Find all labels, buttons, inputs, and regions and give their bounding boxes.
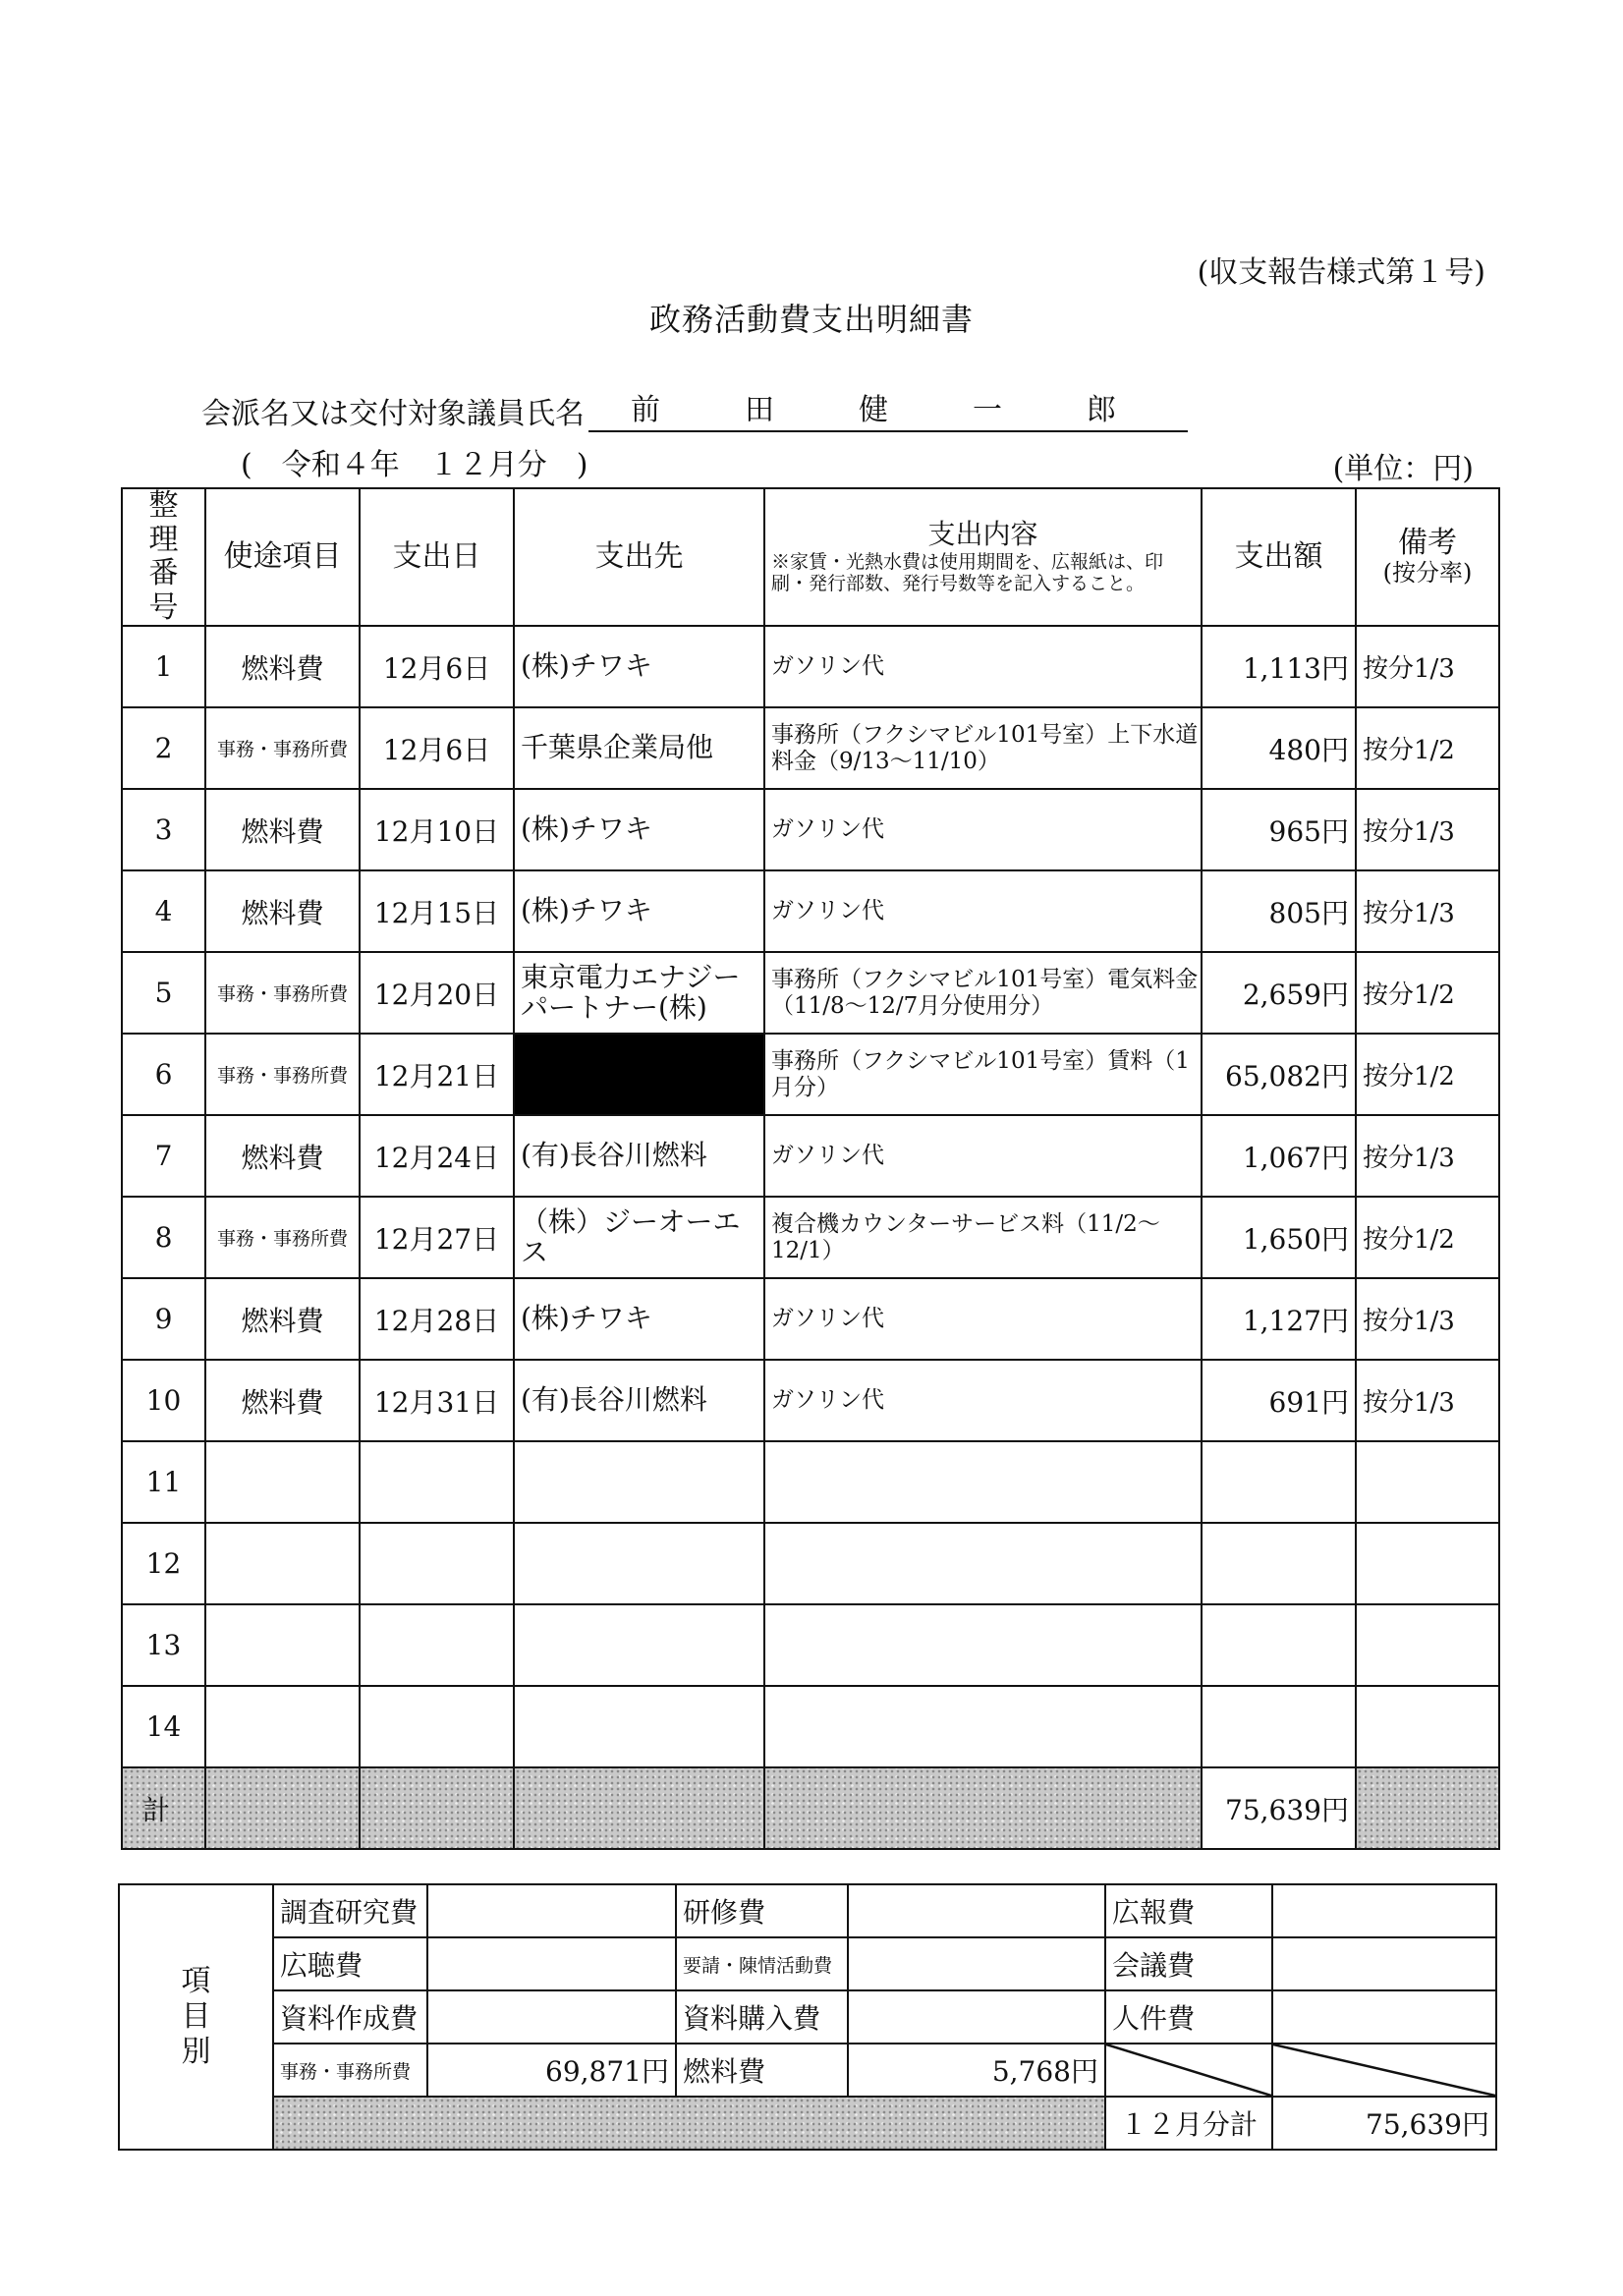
cell-remarks: 按分1/2 — [1356, 952, 1499, 1034]
cell-purpose — [205, 1441, 360, 1523]
period: ( 令和４年 １２月分 ) — [241, 448, 588, 482]
cell-date — [360, 1441, 514, 1523]
table-row — [122, 1441, 1499, 1523]
cell-content: 複合機カウンターサービス料（11/2～12/1） — [764, 1197, 1202, 1278]
cell-purpose: 燃料費 — [205, 870, 360, 952]
shaded-cell — [273, 2097, 1105, 2150]
cell-content: ガソリン代 — [764, 1278, 1202, 1360]
summary-row — [119, 2044, 1496, 2097]
cell-no: 11 — [122, 1441, 205, 1523]
cell-amount: 1,113円 — [1202, 626, 1356, 707]
cell-no: 14 — [122, 1686, 205, 1767]
cell-amount — [1202, 1686, 1356, 1767]
member-name-char: 郎 — [1087, 393, 1116, 427]
cell-purpose: 燃料費 — [205, 789, 360, 870]
cell-remarks: 按分1/3 — [1356, 626, 1499, 707]
office-value: 69,871円 — [427, 2044, 676, 2097]
training-label: 研修費 — [676, 1884, 848, 1937]
shaded-cell — [205, 1767, 360, 1849]
cell-amount — [1202, 1523, 1356, 1604]
col-header-content — [764, 488, 1202, 626]
cell-purpose — [205, 1686, 360, 1767]
cell-payee: (株)チワキ — [514, 870, 764, 952]
cell-payee: 東京電力エナジーパートナー(株) — [514, 952, 764, 1034]
col-header-remarks — [1356, 488, 1499, 626]
table-row — [122, 870, 1499, 952]
cell-purpose: 事務・事務所費 — [205, 952, 360, 1034]
cell-remarks — [1356, 1523, 1499, 1604]
cell-payee: (株)チワキ — [514, 1278, 764, 1360]
cell-purpose: 燃料費 — [205, 1278, 360, 1360]
hearing-value — [427, 1937, 676, 1990]
table-row — [122, 1115, 1499, 1197]
cell-remarks — [1356, 1441, 1499, 1523]
cell-content: 事務所（フクシマビル101号室）賃料（1月分） — [764, 1034, 1202, 1115]
col-header-content-label: 支出内容 — [927, 518, 1038, 551]
cell-no: 5 — [122, 952, 205, 1034]
member-name-char: 前 — [631, 393, 660, 427]
shaded-cell — [514, 1767, 764, 1849]
cell-remarks — [1356, 1686, 1499, 1767]
summary-row — [119, 1990, 1496, 2044]
member-name-char: 一 — [973, 393, 1002, 427]
cell-content: 事務所（フクシマビル101号室）電気料金（11/8～12/7月分使用分） — [764, 952, 1202, 1034]
cell-purpose — [205, 1604, 360, 1686]
cell-date: 12月24日 — [360, 1115, 514, 1197]
shaded-cell — [360, 1767, 514, 1849]
side-char: 別 — [181, 2035, 211, 2069]
cell-content — [764, 1441, 1202, 1523]
cell-no: 3 — [122, 789, 205, 870]
col-header-no: 整理番号 — [122, 488, 205, 626]
col-header-payee: 支出先 — [514, 488, 764, 626]
cell-date — [360, 1604, 514, 1686]
meeting-value — [1272, 1937, 1496, 1990]
table-row — [122, 1604, 1499, 1686]
cell-amount: 480円 — [1202, 707, 1356, 789]
cell-content: ガソリン代 — [764, 1115, 1202, 1197]
shaded-cell — [764, 1767, 1202, 1849]
total-label: 計 — [122, 1767, 205, 1849]
member-name-char: 健 — [859, 393, 888, 427]
cell-payee — [514, 1604, 764, 1686]
col-header-remarks-sub: (按分率) — [1382, 559, 1473, 588]
materials-making-value — [427, 1990, 676, 2044]
cell-date: 12月31日 — [360, 1360, 514, 1441]
cell-date: 12月6日 — [360, 626, 514, 707]
cell-content — [764, 1686, 1202, 1767]
col-header-remarks-label: 備考 — [1398, 525, 1457, 560]
personnel-label: 人件費 — [1105, 1990, 1272, 2044]
cell-purpose: 燃料費 — [205, 1360, 360, 1441]
cell-remarks: 按分1/3 — [1356, 1278, 1499, 1360]
form-number: (収支報告様式第１号) — [1197, 255, 1485, 290]
cell-content — [764, 1604, 1202, 1686]
cell-no: 7 — [122, 1115, 205, 1197]
cell-amount: 65,082円 — [1202, 1034, 1356, 1115]
cell-payee — [514, 1686, 764, 1767]
table-row — [122, 1360, 1499, 1441]
cell-date: 12月20日 — [360, 952, 514, 1034]
cell-payee: 千葉県企業局他 — [514, 707, 764, 789]
table-row — [122, 626, 1499, 707]
materials-purchase-value — [848, 1990, 1105, 2044]
meeting-label: 会議費 — [1105, 1937, 1272, 1990]
cell-date: 12月28日 — [360, 1278, 514, 1360]
cell-content: ガソリン代 — [764, 870, 1202, 952]
cell-remarks: 按分1/2 — [1356, 1034, 1499, 1115]
cell-amount: 1,067円 — [1202, 1115, 1356, 1197]
month-total-value: 75,639円 — [1272, 2097, 1496, 2150]
cell-payee: (株)チワキ — [514, 626, 764, 707]
table-row — [122, 1034, 1499, 1115]
cell-amount: 2,659円 — [1202, 952, 1356, 1034]
training-value — [848, 1884, 1105, 1937]
col-header-content-note: ※家賃・光熱水費は使用期間を、広報紙は、印刷・発行部数、発行号数等を記入すること。 — [771, 551, 1164, 595]
cell-purpose: 事務・事務所費 — [205, 1197, 360, 1278]
petition-label: 要請・陳情活動費 — [676, 1937, 848, 1990]
table-header-row — [122, 488, 1499, 626]
cell-payee — [514, 1523, 764, 1604]
cell-amount: 805円 — [1202, 870, 1356, 952]
cell-remarks: 按分1/3 — [1356, 1360, 1499, 1441]
cell-content: ガソリン代 — [764, 626, 1202, 707]
cell-no: 9 — [122, 1278, 205, 1360]
summary-row — [119, 1884, 1496, 1937]
cell-purpose: 事務・事務所費 — [205, 707, 360, 789]
materials-purchase-label: 資料購入費 — [676, 1990, 848, 2044]
petition-value — [848, 1937, 1105, 1990]
cell-payee: (有)長谷川燃料 — [514, 1360, 764, 1441]
cell-no: 12 — [122, 1523, 205, 1604]
table-row — [122, 1686, 1499, 1767]
research-value — [427, 1884, 676, 1937]
table-row — [122, 789, 1499, 870]
cell-date: 12月27日 — [360, 1197, 514, 1278]
cell-remarks: 按分1/3 — [1356, 870, 1499, 952]
side-char: 目 — [181, 1999, 211, 2034]
cell-remarks: 按分1/3 — [1356, 789, 1499, 870]
office-label: 事務・事務所費 — [273, 2044, 427, 2097]
cell-date: 12月6日 — [360, 707, 514, 789]
cell-purpose: 燃料費 — [205, 1115, 360, 1197]
cell-purpose: 燃料費 — [205, 626, 360, 707]
cell-content: ガソリン代 — [764, 789, 1202, 870]
cell-amount: 1,127円 — [1202, 1278, 1356, 1360]
research-label: 調査研究費 — [273, 1884, 427, 1937]
table-row — [122, 1523, 1499, 1604]
cell-date: 12月10日 — [360, 789, 514, 870]
cell-amount: 965円 — [1202, 789, 1356, 870]
total-row — [122, 1767, 1499, 1849]
cell-no: 6 — [122, 1034, 205, 1115]
cell-payee: （株）ジーオーエス — [514, 1197, 764, 1278]
member-name — [588, 385, 1188, 432]
side-char: 項 — [181, 1964, 211, 1998]
diagonal-cell — [1272, 2044, 1496, 2097]
cell-remarks: 按分1/2 — [1356, 707, 1499, 789]
cell-payee: (株)チワキ — [514, 789, 764, 870]
diagonal-cell — [1105, 2044, 1272, 2097]
cell-no: 1 — [122, 626, 205, 707]
cell-date: 12月15日 — [360, 870, 514, 952]
hearing-label: 広聴費 — [273, 1937, 427, 1990]
cell-amount — [1202, 1441, 1356, 1523]
cell-no: 13 — [122, 1604, 205, 1686]
table-row — [122, 952, 1499, 1034]
col-header-purpose: 使途項目 — [205, 488, 360, 626]
unit-label: (単位：円) — [1332, 452, 1474, 486]
member-row — [201, 385, 1188, 432]
cell-remarks: 按分1/2 — [1356, 1197, 1499, 1278]
cell-payee — [514, 1441, 764, 1523]
cell-content: 事務所（フクシマビル101号室）上下水道料金（9/13～11/10） — [764, 707, 1202, 789]
pr-value — [1272, 1884, 1496, 1937]
category-side-label — [119, 1884, 273, 2150]
personnel-value — [1272, 1990, 1496, 2044]
cell-payee: (有)長谷川燃料 — [514, 1115, 764, 1197]
shaded-cell — [1356, 1767, 1499, 1849]
table-row — [122, 1278, 1499, 1360]
pr-label: 広報費 — [1105, 1884, 1272, 1937]
cell-date — [360, 1523, 514, 1604]
summary-row — [119, 2097, 1496, 2150]
month-total-label: １２月分計 — [1105, 2097, 1272, 2150]
cell-date — [360, 1686, 514, 1767]
cell-amount: 1,650円 — [1202, 1197, 1356, 1278]
total-amount: 75,639円 — [1202, 1767, 1356, 1849]
summary-row — [119, 1937, 1496, 1990]
col-header-amount: 支出額 — [1202, 488, 1356, 626]
col-header-date: 支出日 — [360, 488, 514, 626]
cell-no: 10 — [122, 1360, 205, 1441]
member-name-char: 田 — [745, 393, 774, 427]
member-label: 会派名又は交付対象議員氏名 — [201, 397, 585, 431]
cell-amount — [1202, 1604, 1356, 1686]
cell-content: ガソリン代 — [764, 1360, 1202, 1441]
table-row — [122, 707, 1499, 789]
cell-purpose: 事務・事務所費 — [205, 1034, 360, 1115]
fuel-value: 5,768円 — [848, 2044, 1105, 2097]
cell-content — [764, 1523, 1202, 1604]
cell-no: 8 — [122, 1197, 205, 1278]
cell-remarks — [1356, 1604, 1499, 1686]
materials-making-label: 資料作成費 — [273, 1990, 427, 2044]
cell-date: 12月21日 — [360, 1034, 514, 1115]
cell-purpose — [205, 1523, 360, 1604]
cell-no: 4 — [122, 870, 205, 952]
cell-remarks: 按分1/3 — [1356, 1115, 1499, 1197]
table-row — [122, 1197, 1499, 1278]
redacted-payee — [514, 1034, 764, 1115]
page-title: 政務活動費支出明細書 — [648, 301, 974, 338]
expense-table — [121, 487, 1500, 1850]
fuel-label: 燃料費 — [676, 2044, 848, 2097]
cell-no: 2 — [122, 707, 205, 789]
category-summary-table — [118, 1883, 1497, 2151]
cell-amount: 691円 — [1202, 1360, 1356, 1441]
